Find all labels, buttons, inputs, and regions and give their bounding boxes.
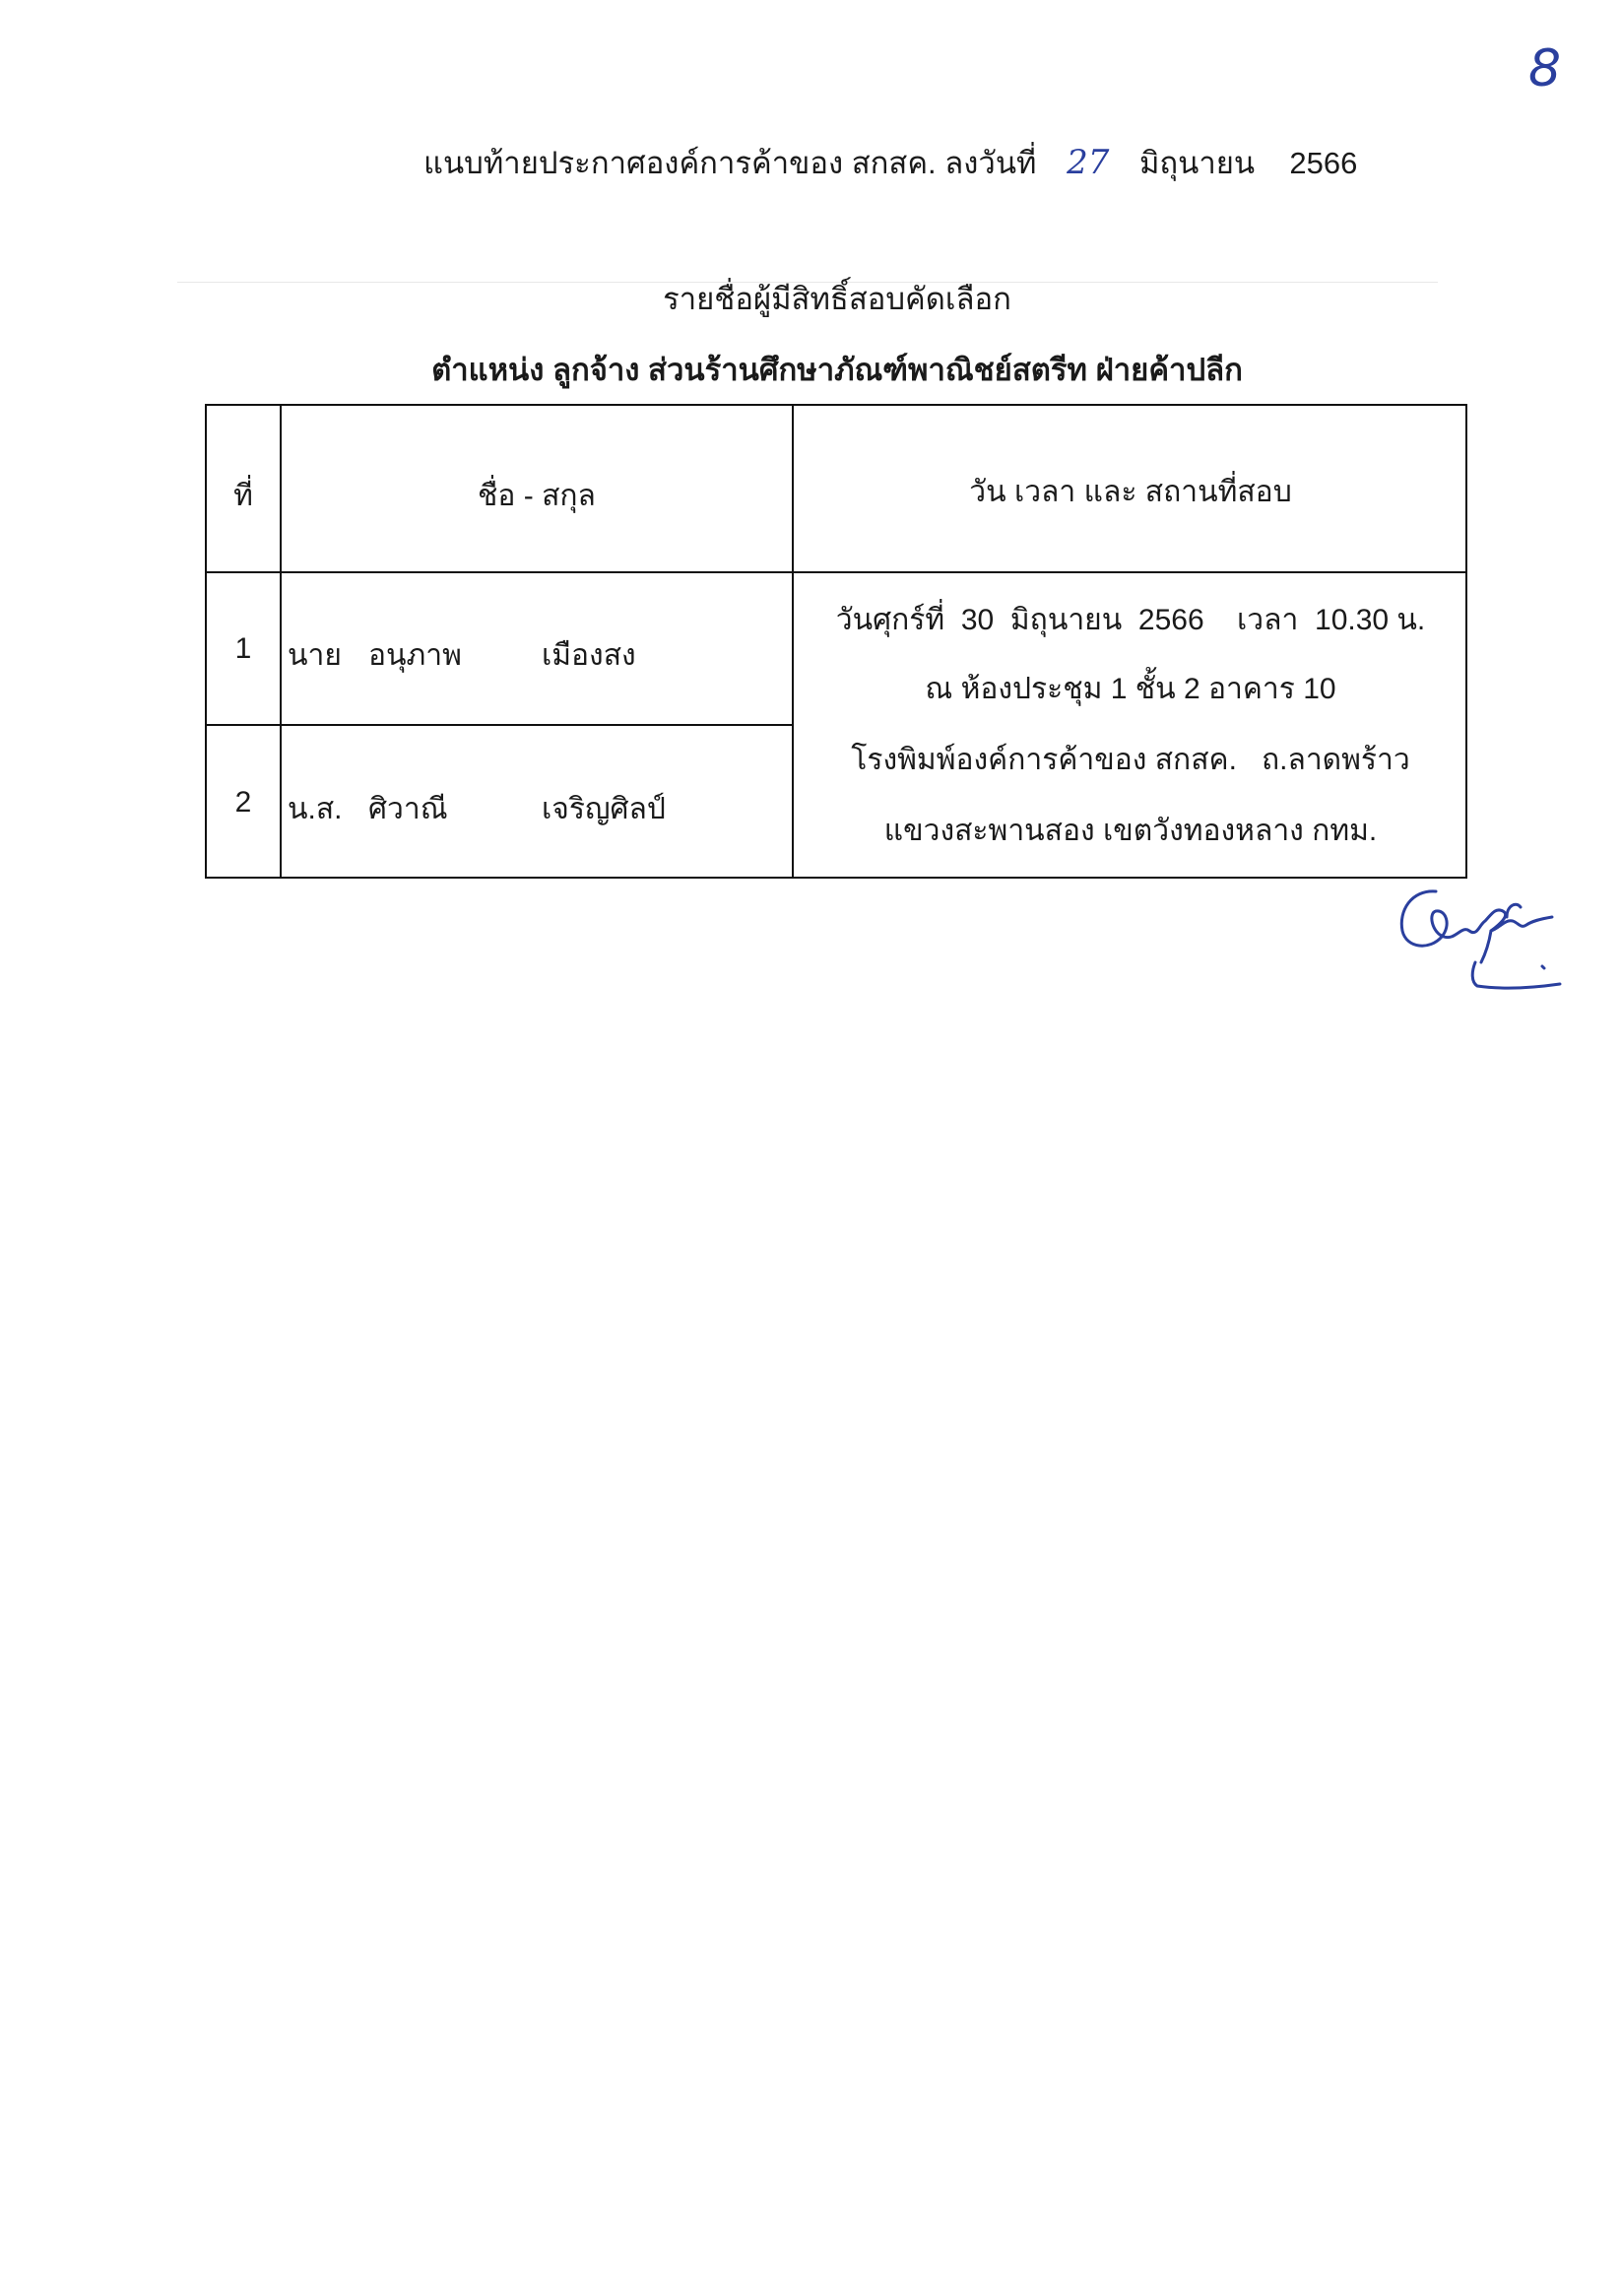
table-border-bottom <box>205 877 1467 879</box>
row2-first-name: ศิวาณี <box>368 793 448 825</box>
position-title: ตำแหน่ง ลูกจ้าง ส่วนร้านศึกษาภัณฑ์พาณิชย์สตรีท ฝ่ายค้าปลีก <box>431 353 1243 387</box>
table-border-top <box>205 404 1467 406</box>
row1-no: 1 <box>234 632 252 665</box>
table-divider-row <box>205 724 794 726</box>
header-no: ที่ <box>233 480 253 512</box>
header-exam: วัน เวลา และ สถานที่สอบ <box>969 476 1292 508</box>
row2-no: 2 <box>234 786 252 819</box>
signature-image <box>1396 882 1574 1010</box>
attachment-day: 27 <box>1067 143 1110 182</box>
exam-room: ณ ห้องประชุม 1 ชั้น 2 อาคาร 10 <box>925 673 1336 705</box>
exam-date-time: วันศุกร์ที่ 30 มิถุนายน 2566 เวลา 10.30 น. <box>835 604 1426 636</box>
row1-last-name: เมืองสง <box>542 639 636 672</box>
candidate-table <box>205 404 1467 879</box>
attachment-line <box>423 138 1357 187</box>
list-title: รายชื่อผู้มีสิทธิ์สอบคัดเลือก <box>663 282 1011 316</box>
exam-district: แขวงสะพานสอง เขตวังทองหลาง กทม. <box>883 815 1378 847</box>
exam-building: โรงพิมพ์องค์การค้าของ สกสค. ถ.ลาดพร้าว <box>851 744 1410 776</box>
table-divider-header <box>205 571 1467 573</box>
attachment-year: 2566 <box>1289 146 1358 180</box>
row2-title: น.ส. <box>288 793 343 825</box>
handwritten-page-number: 8 <box>1528 39 1562 98</box>
row1-title: นาย <box>288 639 342 672</box>
row1-first-name: อนุภาพ <box>368 639 462 672</box>
attachment-prefix: แนบท้ายประกาศองค์การค้าของ สกสค. ลงวันที่ <box>423 146 1037 180</box>
attachment-month: มิถุนายน <box>1138 146 1256 180</box>
header-name: ชื่อ - สกุล <box>478 480 596 512</box>
row2-last-name: เจริญศิลป์ <box>542 793 666 825</box>
